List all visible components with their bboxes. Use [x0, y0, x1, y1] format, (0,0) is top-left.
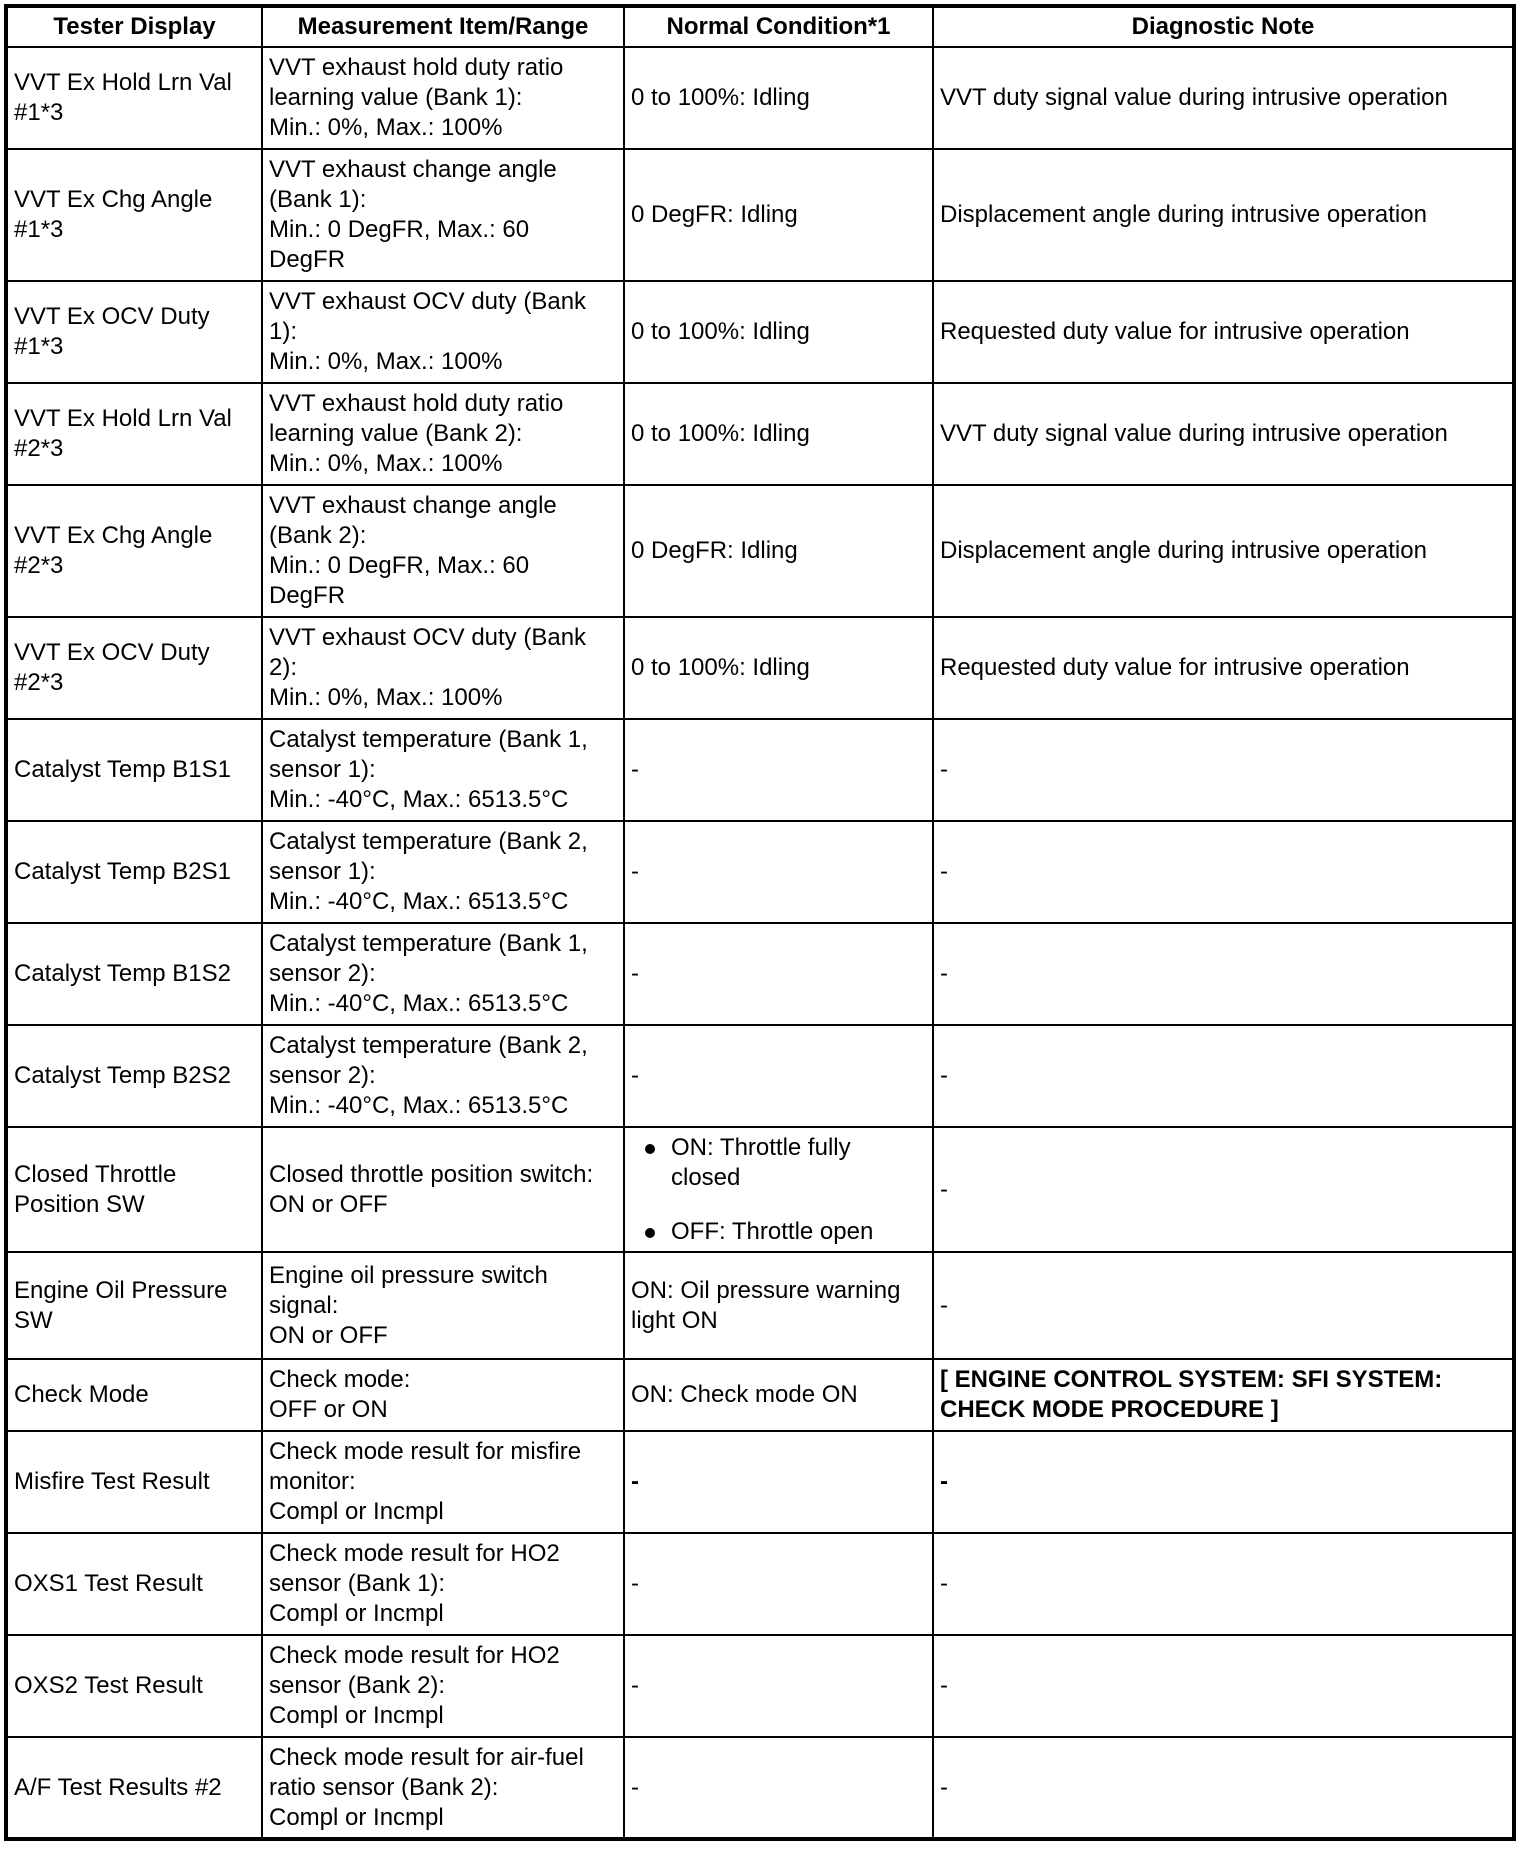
cell-normal-condition: -: [624, 1635, 933, 1737]
measurement-line: Check mode result for HO2: [269, 1642, 560, 1669]
cell-measurement: [262, 1431, 624, 1533]
measurement-line: Compl or Incmpl: [269, 1702, 444, 1729]
cell-measurement: [262, 1533, 624, 1635]
measurement-line: ratio sensor (Bank 2):: [269, 1773, 499, 1801]
cell-normal-condition: ON: Oil pressure warning light ON: [624, 1252, 933, 1359]
measurement-line: Catalyst temperature (Bank 2,: [269, 828, 588, 855]
measurement-line: DegFR: [269, 582, 346, 609]
bullet-item: OFF: Throttle open: [631, 1217, 926, 1247]
cell-normal-condition: 0 to 100%: Idling: [624, 281, 933, 383]
cell-diagnostic-note-link[interactable]: [ ENGINE CONTROL SYSTEM: SFI SYSTEM: CHECK MODE PROCEDURE ]: [933, 1359, 1514, 1431]
cell-tester-display: VVT Ex Hold Lrn Val #1*3: [6, 47, 262, 149]
cell-tester-display: Closed Throttle Position SW: [6, 1127, 262, 1252]
header-normal-condition: Normal Condition*1: [624, 6, 933, 47]
cell-tester-display: Catalyst Temp B2S1: [6, 821, 262, 923]
measurement-line: ON or OFF: [269, 1321, 388, 1349]
cell-measurement: [262, 1025, 624, 1127]
cell-diagnostic-note: Displacement angle during intrusive operation: [933, 149, 1514, 281]
cell-diagnostic-note: VVT duty signal value during intrusive operation: [933, 47, 1514, 149]
measurement-line: Catalyst temperature (Bank 1,: [269, 930, 588, 957]
cell-measurement: [262, 719, 624, 821]
table-row: [6, 47, 1514, 149]
table-row: [6, 1431, 1514, 1533]
cell-tester-display: Catalyst Temp B1S1: [6, 719, 262, 821]
measurement-line: Check mode:: [269, 1366, 411, 1393]
measurement-line: learning value (Bank 1):: [269, 84, 523, 111]
cell-diagnostic-note: -: [933, 1635, 1514, 1737]
cell-measurement: [262, 383, 624, 485]
cell-diagnostic-note: -: [933, 821, 1514, 923]
cell-diagnostic-note: Displacement angle during intrusive operation: [933, 485, 1514, 617]
table-row: [6, 485, 1514, 617]
cell-measurement: [262, 1252, 624, 1359]
table-row: [6, 1025, 1514, 1127]
cell-diagnostic-note: -: [933, 1025, 1514, 1127]
measurement-line: sensor 1):: [269, 756, 376, 783]
measurement-line: 1):: [269, 318, 298, 345]
measurement-line: VVT exhaust hold duty ratio: [269, 390, 564, 417]
normal-condition-bullet-list: [631, 1133, 926, 1247]
header-tester-display: Tester Display: [6, 6, 262, 47]
table-row: [6, 617, 1514, 719]
cell-tester-display: VVT Ex OCV Duty #2*3: [6, 617, 262, 719]
cell-normal-condition: 0 to 100%: Idling: [624, 47, 933, 149]
table-row: [6, 1737, 1514, 1839]
cell-diagnostic-note: -: [933, 1737, 1514, 1839]
measurement-line: DegFR: [269, 246, 346, 273]
table-row: [6, 1533, 1514, 1635]
measurement-line: Check mode result for misfire: [269, 1438, 582, 1465]
measurement-line: VVT exhaust change angle: [269, 492, 557, 519]
cell-measurement: [262, 1127, 624, 1252]
table-header-row: [6, 6, 1514, 47]
measurement-line: VVT exhaust hold duty ratio: [269, 54, 564, 81]
measurement-line: sensor 2):: [269, 960, 376, 987]
measurement-line: sensor 2):: [269, 1062, 376, 1089]
cell-diagnostic-note: -: [933, 923, 1514, 1025]
cell-diagnostic-note: -: [933, 1127, 1514, 1252]
measurement-line: Min.: 0%, Max.: 100%: [269, 684, 503, 711]
table-row: [6, 383, 1514, 485]
cell-normal-condition: [624, 1127, 933, 1252]
cell-normal-condition: 0 DegFR: Idling: [624, 149, 933, 281]
document-page: [4, 4, 1516, 1841]
cell-tester-display: Engine Oil Pressure SW: [6, 1252, 262, 1359]
measurement-line: Closed throttle position switch:: [269, 1160, 594, 1188]
cell-diagnostic-note: -: [933, 1431, 1514, 1533]
table-row: [6, 719, 1514, 821]
cell-normal-condition: -: [624, 1737, 933, 1839]
cell-tester-display: OXS1 Test Result: [6, 1533, 262, 1635]
measurement-line: VVT exhaust change angle: [269, 156, 557, 183]
bullet-item: ON: Throttle fully closed: [631, 1133, 926, 1193]
cell-diagnostic-note: -: [933, 1533, 1514, 1635]
measurement-line: sensor (Bank 2):: [269, 1672, 446, 1699]
cell-diagnostic-note: VVT duty signal value during intrusive operation: [933, 383, 1514, 485]
measurement-line: learning value (Bank 2):: [269, 420, 523, 447]
measurement-line: Min.: 0%, Max.: 100%: [269, 114, 503, 141]
table-row: [6, 1127, 1514, 1252]
measurement-line: Min.: 0 DegFR, Max.: 60: [269, 552, 530, 579]
measurement-line: (Bank 2):: [269, 522, 367, 549]
cell-tester-display: VVT Ex Chg Angle #1*3: [6, 149, 262, 281]
measurement-line: Compl or Incmpl: [269, 1600, 444, 1627]
cell-normal-condition: 0 DegFR: Idling: [624, 485, 933, 617]
cell-diagnostic-note: -: [933, 719, 1514, 821]
cell-normal-condition: -: [624, 923, 933, 1025]
measurement-line: Catalyst temperature (Bank 1,: [269, 726, 588, 753]
measurement-line: VVT exhaust OCV duty (Bank: [269, 624, 587, 651]
cell-normal-condition: -: [624, 1431, 933, 1533]
cell-diagnostic-note: Requested duty value for intrusive operation: [933, 281, 1514, 383]
cell-measurement: [262, 47, 624, 149]
measurement-line: Min.: 0 DegFR, Max.: 60: [269, 216, 530, 243]
table-row: [6, 821, 1514, 923]
cell-measurement: [262, 617, 624, 719]
cell-measurement: [262, 281, 624, 383]
table-row: [6, 149, 1514, 281]
cell-tester-display: VVT Ex Hold Lrn Val #2*3: [6, 383, 262, 485]
cell-tester-display: VVT Ex Chg Angle #2*3: [6, 485, 262, 617]
data-list-table: [4, 4, 1516, 1841]
cell-tester-display: Catalyst Temp B1S2: [6, 923, 262, 1025]
measurement-line: monitor:: [269, 1468, 356, 1495]
cell-measurement: [262, 1359, 624, 1431]
measurement-line: Check mode result for air-fuel: [269, 1743, 584, 1771]
table-row: [6, 923, 1514, 1025]
measurement-line: Min.: -40°C, Max.: 6513.5°C: [269, 990, 569, 1017]
cell-diagnostic-note: Requested duty value for intrusive operation: [933, 617, 1514, 719]
cell-measurement: [262, 1635, 624, 1737]
cell-normal-condition: -: [624, 1533, 933, 1635]
cell-normal-condition: -: [624, 1025, 933, 1127]
measurement-line: Compl or Incmpl: [269, 1803, 444, 1831]
cell-diagnostic-note: -: [933, 1252, 1514, 1359]
measurement-line: OFF or ON: [269, 1396, 388, 1423]
table-row: [6, 1252, 1514, 1359]
cell-normal-condition: ON: Check mode ON: [624, 1359, 933, 1431]
header-measurement-item: Measurement Item/Range: [262, 6, 624, 47]
measurement-line: sensor 1):: [269, 858, 376, 885]
measurement-line: Compl or Incmpl: [269, 1498, 444, 1525]
cell-tester-display: OXS2 Test Result: [6, 1635, 262, 1737]
header-diagnostic-note: Diagnostic Note: [933, 6, 1514, 47]
cell-tester-display: Catalyst Temp B2S2: [6, 1025, 262, 1127]
measurement-line: Min.: -40°C, Max.: 6513.5°C: [269, 888, 569, 915]
measurement-line: sensor (Bank 1):: [269, 1570, 446, 1597]
measurement-line: Engine oil pressure switch: [269, 1261, 548, 1289]
measurement-line: Min.: -40°C, Max.: 6513.5°C: [269, 1092, 569, 1119]
measurement-line: 2):: [269, 654, 298, 681]
cell-tester-display: A/F Test Results #2: [6, 1737, 262, 1839]
measurement-line: (Bank 1):: [269, 186, 367, 213]
cell-normal-condition: -: [624, 821, 933, 923]
cell-measurement: [262, 923, 624, 1025]
measurement-line: ON or OFF: [269, 1190, 388, 1218]
cell-normal-condition: -: [624, 719, 933, 821]
measurement-line: VVT exhaust OCV duty (Bank: [269, 288, 587, 315]
cell-measurement: [262, 149, 624, 281]
measurement-line: Min.: -40°C, Max.: 6513.5°C: [269, 786, 569, 813]
cell-measurement: [262, 485, 624, 617]
cell-tester-display: VVT Ex OCV Duty #1*3: [6, 281, 262, 383]
measurement-line: Catalyst temperature (Bank 2,: [269, 1032, 588, 1059]
measurement-line: signal:: [269, 1291, 339, 1319]
cell-tester-display: Misfire Test Result: [6, 1431, 262, 1533]
cell-measurement: [262, 1737, 624, 1839]
table-row: [6, 1635, 1514, 1737]
cell-measurement: [262, 821, 624, 923]
cell-normal-condition: 0 to 100%: Idling: [624, 617, 933, 719]
measurement-line: Min.: 0%, Max.: 100%: [269, 450, 503, 477]
table-row: [6, 281, 1514, 383]
table-row: [6, 1359, 1514, 1431]
measurement-line: Min.: 0%, Max.: 100%: [269, 348, 503, 375]
measurement-line: Check mode result for HO2: [269, 1540, 560, 1567]
cell-tester-display: Check Mode: [6, 1359, 262, 1431]
cell-normal-condition: 0 to 100%: Idling: [624, 383, 933, 485]
